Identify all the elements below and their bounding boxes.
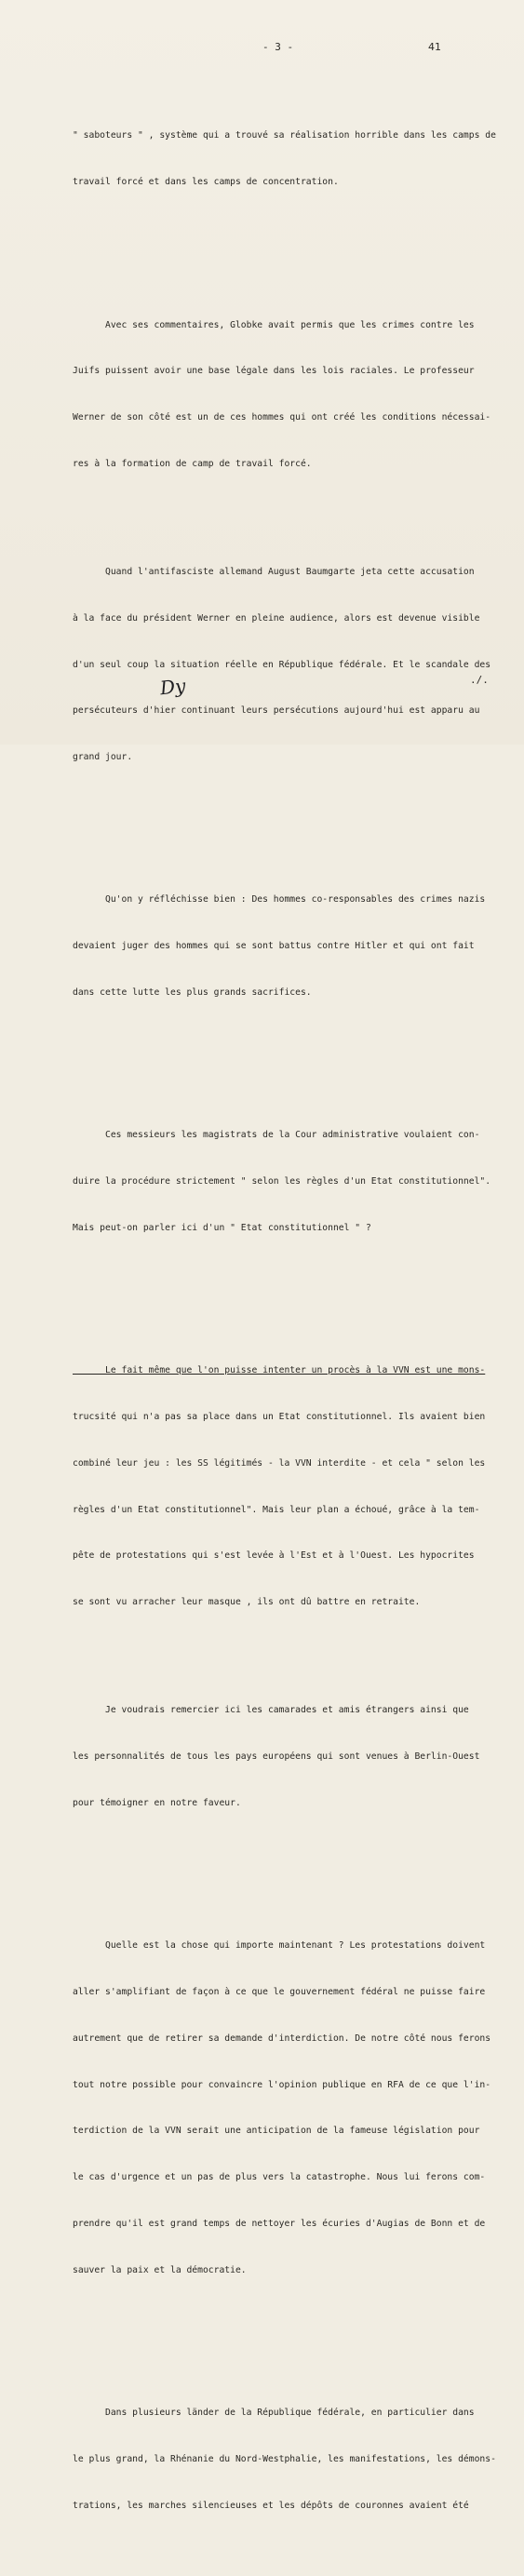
paragraph: [73, 98, 503, 221]
text-line: tout notre possible pour convaincre l'opinion publique en RFA de ce que l'in-: [73, 2079, 491, 2090]
underlined-line: Le fait même que l'on puisse intenter un procès à la VVN est une mons-: [73, 1365, 486, 1376]
paragraph: [73, 534, 503, 797]
text-line: le plus grand, la Rhénanie du Nord-Westphalie, les manifestations, les démons-: [73, 2453, 496, 2464]
text-line: le cas d'urgence et un pas de plus vers la catastrophe. Nous lui ferons com-: [73, 2172, 486, 2183]
text-line: sauver la paix et la démocratie.: [73, 2264, 247, 2275]
text-line: Dans plusieurs länder de la République fédérale, en particulier dans: [73, 2408, 475, 2419]
text-line: grand jour.: [73, 752, 133, 763]
text-line: Quelle est la chose qui importe maintenant ? Les protestations doivent: [73, 1940, 486, 1952]
text-line: combiné leur jeu : les SS légitimés - la VVN interdite - et cela " selon les: [73, 1457, 486, 1469]
text-line: Avec ses commentaires, Globke avait permis que les crimes contre les: [73, 319, 475, 330]
text-line: Mais peut-on parler ici d'un " Etat constitutionnel " ?: [73, 1222, 371, 1233]
text-line: trations, les marches silencieuses et les dépôts de couronnes avaient été: [73, 2500, 469, 2511]
text-line: à la face du président Werner en pleine audience, alors est devenue visible: [73, 612, 480, 624]
text-line: prendre qu'il est grand temps de nettoyer les écuries d'Augias de Bonn et de: [73, 2218, 486, 2229]
page-header: [0, 41, 524, 60]
document-body: [73, 67, 503, 2576]
paragraph: [73, 862, 503, 1032]
paragraph: [73, 1333, 503, 1642]
page-number: - 3 -: [262, 41, 294, 53]
paragraph: [73, 287, 503, 503]
text-line: terdiction de la VVN serait une anticipation de la fameuse législation pour: [73, 2126, 480, 2137]
text-line: règles d'un Etat constitutionnel". Mais leur plan a échoué, grâce à la tem-: [73, 1504, 480, 1515]
text-line: duire la procédure strictement " selon les règles d'un Etat constitutionnel".: [73, 1176, 491, 1187]
handwritten-signature: Dy: [158, 674, 187, 700]
text-line: Juifs puissent avoir une base légale dans les lois raciales. Le professeur: [73, 366, 475, 377]
continuation-mark: ./.: [470, 674, 489, 686]
text-line: pour témoigner en notre faveur.: [73, 1797, 241, 1808]
text-line: persécuteurs d'hier continuant leurs persécutions aujourd'hui est apparu au: [73, 705, 480, 717]
text-line: dans cette lutte les plus grands sacrifices.: [73, 987, 312, 999]
text-line: " saboteurs " , système qui a trouvé sa réalisation horrible dans les camps de: [73, 130, 496, 141]
paragraph: [73, 1672, 503, 1843]
text-line: se sont vu arracher leur masque , ils ont dû battre en retraite.: [73, 1597, 421, 1608]
text-line: les personnalités de tous les pays européens qui sont venues à Berlin-Ouest: [73, 1751, 480, 1763]
text-line: Werner de son côté est un de ces hommes qui ont créé les conditions nécessai-: [73, 412, 491, 423]
paragraph: [73, 1097, 503, 1268]
text-line: Qu'on y réfléchisse bien : Des hommes co-responsables des crimes nazis: [73, 894, 486, 906]
paragraph: [73, 1908, 503, 2309]
folio-number: 41: [428, 41, 441, 53]
text-line: d'un seul coup la situation réelle en République fédérale. Et le scandale des: [73, 659, 491, 670]
text-line: autrement que de retirer sa demande d'interdiction. De notre côté nous ferons: [73, 2033, 491, 2044]
text-line: travail forcé et dans les camps de concentration.: [73, 177, 339, 188]
text-line: trucsité qui n'a pas sa place dans un Etat constitutionnel. Ils avaient bien: [73, 1412, 486, 1423]
text-line: Je voudrais remercier ici les camarades et amis étrangers ainsi que: [73, 1705, 469, 1716]
text-line: aller s'amplifiant de façon à ce que le gouvernement fédéral ne puisse faire: [73, 1987, 486, 1998]
paragraph: [73, 2375, 503, 2545]
text-line: pête de protestations qui s'est levée à l'Est et à l'Ouest. Les hypocrites: [73, 1550, 475, 1562]
text-line: devaient juger des hommes qui se sont battus contre Hitler et qui ont fait: [73, 941, 475, 952]
text-line: Ces messieurs les magistrats de la Cour administrative voulaient con-: [73, 1130, 480, 1141]
text-line: res à la formation de camp de travail forcé.: [73, 458, 312, 469]
text-line: Quand l'antifasciste allemand August Baumgarte jeta cette accusation: [73, 567, 475, 577]
